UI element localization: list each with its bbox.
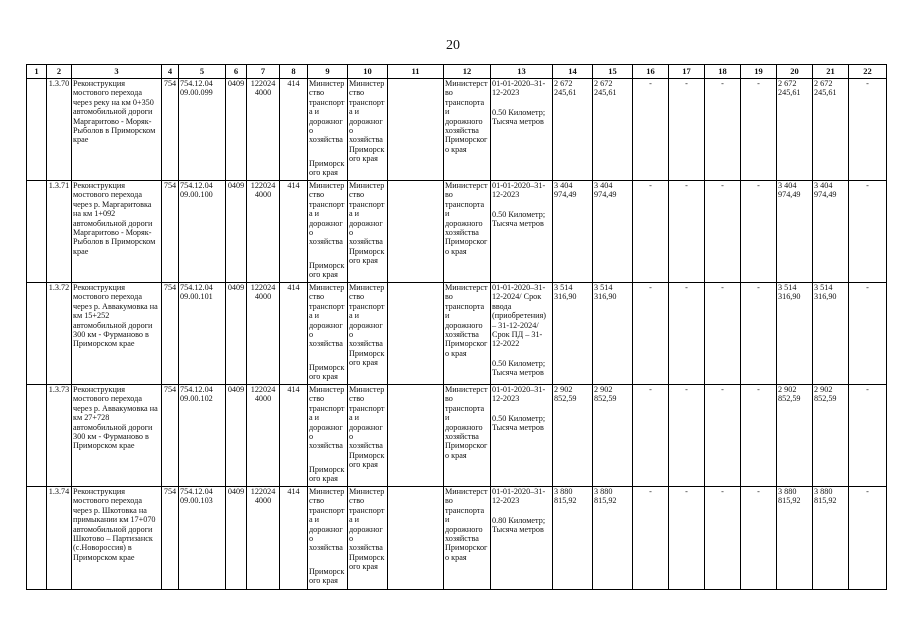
cell-col9 [308,79,348,181]
cell-col19: - [741,385,777,487]
cell-col13-bottom: 0.50 Километр; Тысяча метров [492,413,546,433]
table-row [27,283,887,385]
cell-col21: 3 404 974,49 [813,181,849,283]
cell-col9-top: Министерство транспорта и дорожного хозяйства [309,181,345,247]
object-name: Реконструкция мостового перехода через р. Шкотовка на примыкании км 17+070 автомобильной дороги Шкотово – Партизанск (с.Новороссия) в Приморском крае [72,487,162,590]
cell-col4: 754 [162,385,179,487]
cell-col11 [388,181,444,283]
cell-col10: Министерство транспорта и дорожного хозяйства Приморского края [348,79,388,181]
cell-col12: Министерство транспорта и дорожного хозяйства Приморского края [444,283,491,385]
cell-col9-bottom: Приморского края [309,464,345,484]
cell-col10: Министерство транспорта и дорожного хозяйства Приморского края [348,487,388,590]
cell-col13-bottom: 0.50 Километр; Тысяча метров [492,107,546,127]
cell-col7: 122024 4000 [247,487,280,590]
cell-col8: 414 [280,487,308,590]
cell-col11 [388,283,444,385]
row-code: 1.3.71 [47,181,72,283]
cell-col5: 754.12.04 09.00.103 [179,487,226,590]
cell-col13-bottom: 0.50 Километр; Тысяча метров [492,358,546,378]
cell-col9-top: Министерство транспорта и дорожного хозяйства [309,487,345,553]
cell-col12: Министерство транспорта и дорожного хозяйства Приморского края [444,385,491,487]
object-name: Реконструкция мостового перехода через реку на км 0+350 автомобильной дороги Маргаритово - Моряк-Рыболов в Приморском крае [72,79,162,181]
cell-col16: - [633,79,669,181]
cell-col5: 754.12.04 09.00.102 [179,385,226,487]
cell-col12: Министерство транспорта и дорожного хозяйства Приморского края [444,79,491,181]
cell-col16: - [633,283,669,385]
cell-col18: - [705,487,741,590]
cell-col5: 754.12.04 09.00.100 [179,181,226,283]
cell-col7: 122024 4000 [247,283,280,385]
cell-col22: - [849,385,887,487]
column-header: 4 [162,65,179,79]
cell-col22: - [849,181,887,283]
cell-col13-top: 01-01-2020–31-12-2023 [492,385,546,404]
cell-col8: 414 [280,79,308,181]
register-table [26,64,887,590]
cell-col13-top: 01-01-2020–31-12-2023 [492,181,546,200]
cell-col6: 0409 [226,181,247,283]
column-header: 7 [247,65,280,79]
cell-col13-bottom: 0.50 Километр; Тысяча метров [492,209,546,229]
cell-col16: - [633,487,669,590]
cell-col19: - [741,283,777,385]
table-row [27,79,887,181]
cell-col9-top: Министерство транспорта и дорожного хозяйства [309,385,345,451]
column-header: 15 [593,65,633,79]
column-header: 12 [444,65,491,79]
cell-col20: 2 902 852,59 [777,385,813,487]
cell-col9 [308,487,348,590]
cell-col9 [308,385,348,487]
cell-col9-top: Министерство транспорта и дорожного хозяйства [309,283,345,349]
column-header: 2 [47,65,72,79]
column-header: 21 [813,65,849,79]
cell-col11 [388,385,444,487]
cell-col13-top: 01-01-2020–31-12-2023 [492,79,546,98]
table-row [27,181,887,283]
row-code: 1.3.72 [47,283,72,385]
cell-col8: 414 [280,385,308,487]
cell-col21: 2 672 245,61 [813,79,849,181]
cell-col13 [491,385,553,487]
cell-col21: 3 514 316,90 [813,283,849,385]
cell-col6: 0409 [226,79,247,181]
cell-col1 [27,79,47,181]
cell-col15: 3 880 815,92 [593,487,633,590]
object-name: Реконструкция мостового перехода через р. Аввакумовка на км 27+728 автомобильной дороги 300 км - Фурманово в Приморском крае [72,385,162,487]
row-code: 1.3.70 [47,79,72,181]
column-header: 8 [280,65,308,79]
cell-col7: 122024 4000 [247,181,280,283]
cell-col19: - [741,487,777,590]
cell-col12: Министерство транспорта и дорожного хозяйства Приморского края [444,181,491,283]
cell-col19: - [741,79,777,181]
cell-col6: 0409 [226,283,247,385]
cell-col20: 3 880 815,92 [777,487,813,590]
cell-col1 [27,181,47,283]
cell-col8: 414 [280,181,308,283]
cell-col15: 3 514 316,90 [593,283,633,385]
cell-col20: 3 404 974,49 [777,181,813,283]
header-row [27,65,887,79]
cell-col15: 3 404 974,49 [593,181,633,283]
cell-col13 [491,181,553,283]
column-header: 18 [705,65,741,79]
cell-col5: 754.12.04 09.00.101 [179,283,226,385]
column-header: 22 [849,65,887,79]
cell-col14: 2 672 245,61 [553,79,593,181]
column-header: 13 [491,65,553,79]
cell-col13 [491,487,553,590]
cell-col20: 2 672 245,61 [777,79,813,181]
object-name: Реконструкция мостового перехода через р. Маргаритовка на км 1+092 автомобильной дороги Маргаритово - Моряк-Рыболов в Приморском крае [72,181,162,283]
cell-col16: - [633,385,669,487]
cell-col13-top: 01-01-2020–31-12-2023 [492,487,546,506]
cell-col14: 3 514 316,90 [553,283,593,385]
column-header: 14 [553,65,593,79]
cell-col9 [308,283,348,385]
cell-col21: 2 902 852,59 [813,385,849,487]
cell-col9-bottom: Приморского края [309,158,345,178]
cell-col17: - [669,385,705,487]
cell-col14: 3 880 815,92 [553,487,593,590]
cell-col10: Министерство транспорта и дорожного хозяйства Приморского края [348,385,388,487]
cell-col22: - [849,283,887,385]
column-header: 20 [777,65,813,79]
cell-col17: - [669,181,705,283]
cell-col19: - [741,181,777,283]
cell-col9-bottom: Приморского края [309,260,345,280]
cell-col11 [388,79,444,181]
cell-col4: 754 [162,181,179,283]
cell-col4: 754 [162,487,179,590]
cell-col13 [491,283,553,385]
cell-col1 [27,487,47,590]
cell-col17: - [669,283,705,385]
column-header: 10 [348,65,388,79]
cell-col4: 754 [162,79,179,181]
cell-col14: 3 404 974,49 [553,181,593,283]
cell-col17: - [669,487,705,590]
column-header: 3 [72,65,162,79]
cell-col10: Министерство транспорта и дорожного хозяйства Приморского края [348,181,388,283]
cell-col22: - [849,487,887,590]
cell-col9-bottom: Приморского края [309,566,345,586]
page-number: 20 [446,38,460,53]
cell-col4: 754 [162,283,179,385]
cell-col13-top: 01-01-2020–31-12-2024/ Срок ввода (приобретения) – 31-12-2024/ Срок ПД – 31-12-2022 [492,283,547,349]
column-header: 5 [179,65,226,79]
column-header: 19 [741,65,777,79]
cell-col9 [308,181,348,283]
cell-col18: - [705,283,741,385]
table-row [27,385,887,487]
cell-col21: 3 880 815,92 [813,487,849,590]
cell-col13-bottom: 0.80 Километр; Тысяча метров [492,515,546,535]
row-code: 1.3.74 [47,487,72,590]
cell-col22: - [849,79,887,181]
cell-col6: 0409 [226,385,247,487]
row-code: 1.3.73 [47,385,72,487]
object-name: Реконструкция мостового перехода через р. Аввакумовка на км 15+252 автомобильной дороги 300 км - Фурманово в Приморском крае [72,283,162,385]
cell-col12: Министерство транспорта и дорожного хозяйства Приморского края [444,487,491,590]
cell-col20: 3 514 316,90 [777,283,813,385]
cell-col9-bottom: Приморского края [309,362,345,382]
cell-col5: 754.12.04 09.00.099 [179,79,226,181]
cell-col16: - [633,181,669,283]
cell-col1 [27,385,47,487]
column-header: 16 [633,65,669,79]
cell-col15: 2 902 852,59 [593,385,633,487]
table-row [27,487,887,590]
column-header: 1 [27,65,47,79]
cell-col7: 122024 4000 [247,79,280,181]
cell-col13 [491,79,553,181]
cell-col7: 122024 4000 [247,385,280,487]
cell-col18: - [705,385,741,487]
cell-col6: 0409 [226,487,247,590]
cell-col15: 2 672 245,61 [593,79,633,181]
cell-col11 [388,487,444,590]
cell-col14: 2 902 852,59 [553,385,593,487]
column-header: 9 [308,65,348,79]
cell-col17: - [669,79,705,181]
cell-col9-top: Министерство транспорта и дорожного хозяйства [309,79,345,145]
column-header: 6 [226,65,247,79]
cell-col1 [27,283,47,385]
cell-col8: 414 [280,283,308,385]
column-header: 11 [388,65,444,79]
cell-col10: Министерство транспорта и дорожного хозяйства Приморского края [348,283,388,385]
cell-col18: - [705,181,741,283]
cell-col18: - [705,79,741,181]
column-header: 17 [669,65,705,79]
